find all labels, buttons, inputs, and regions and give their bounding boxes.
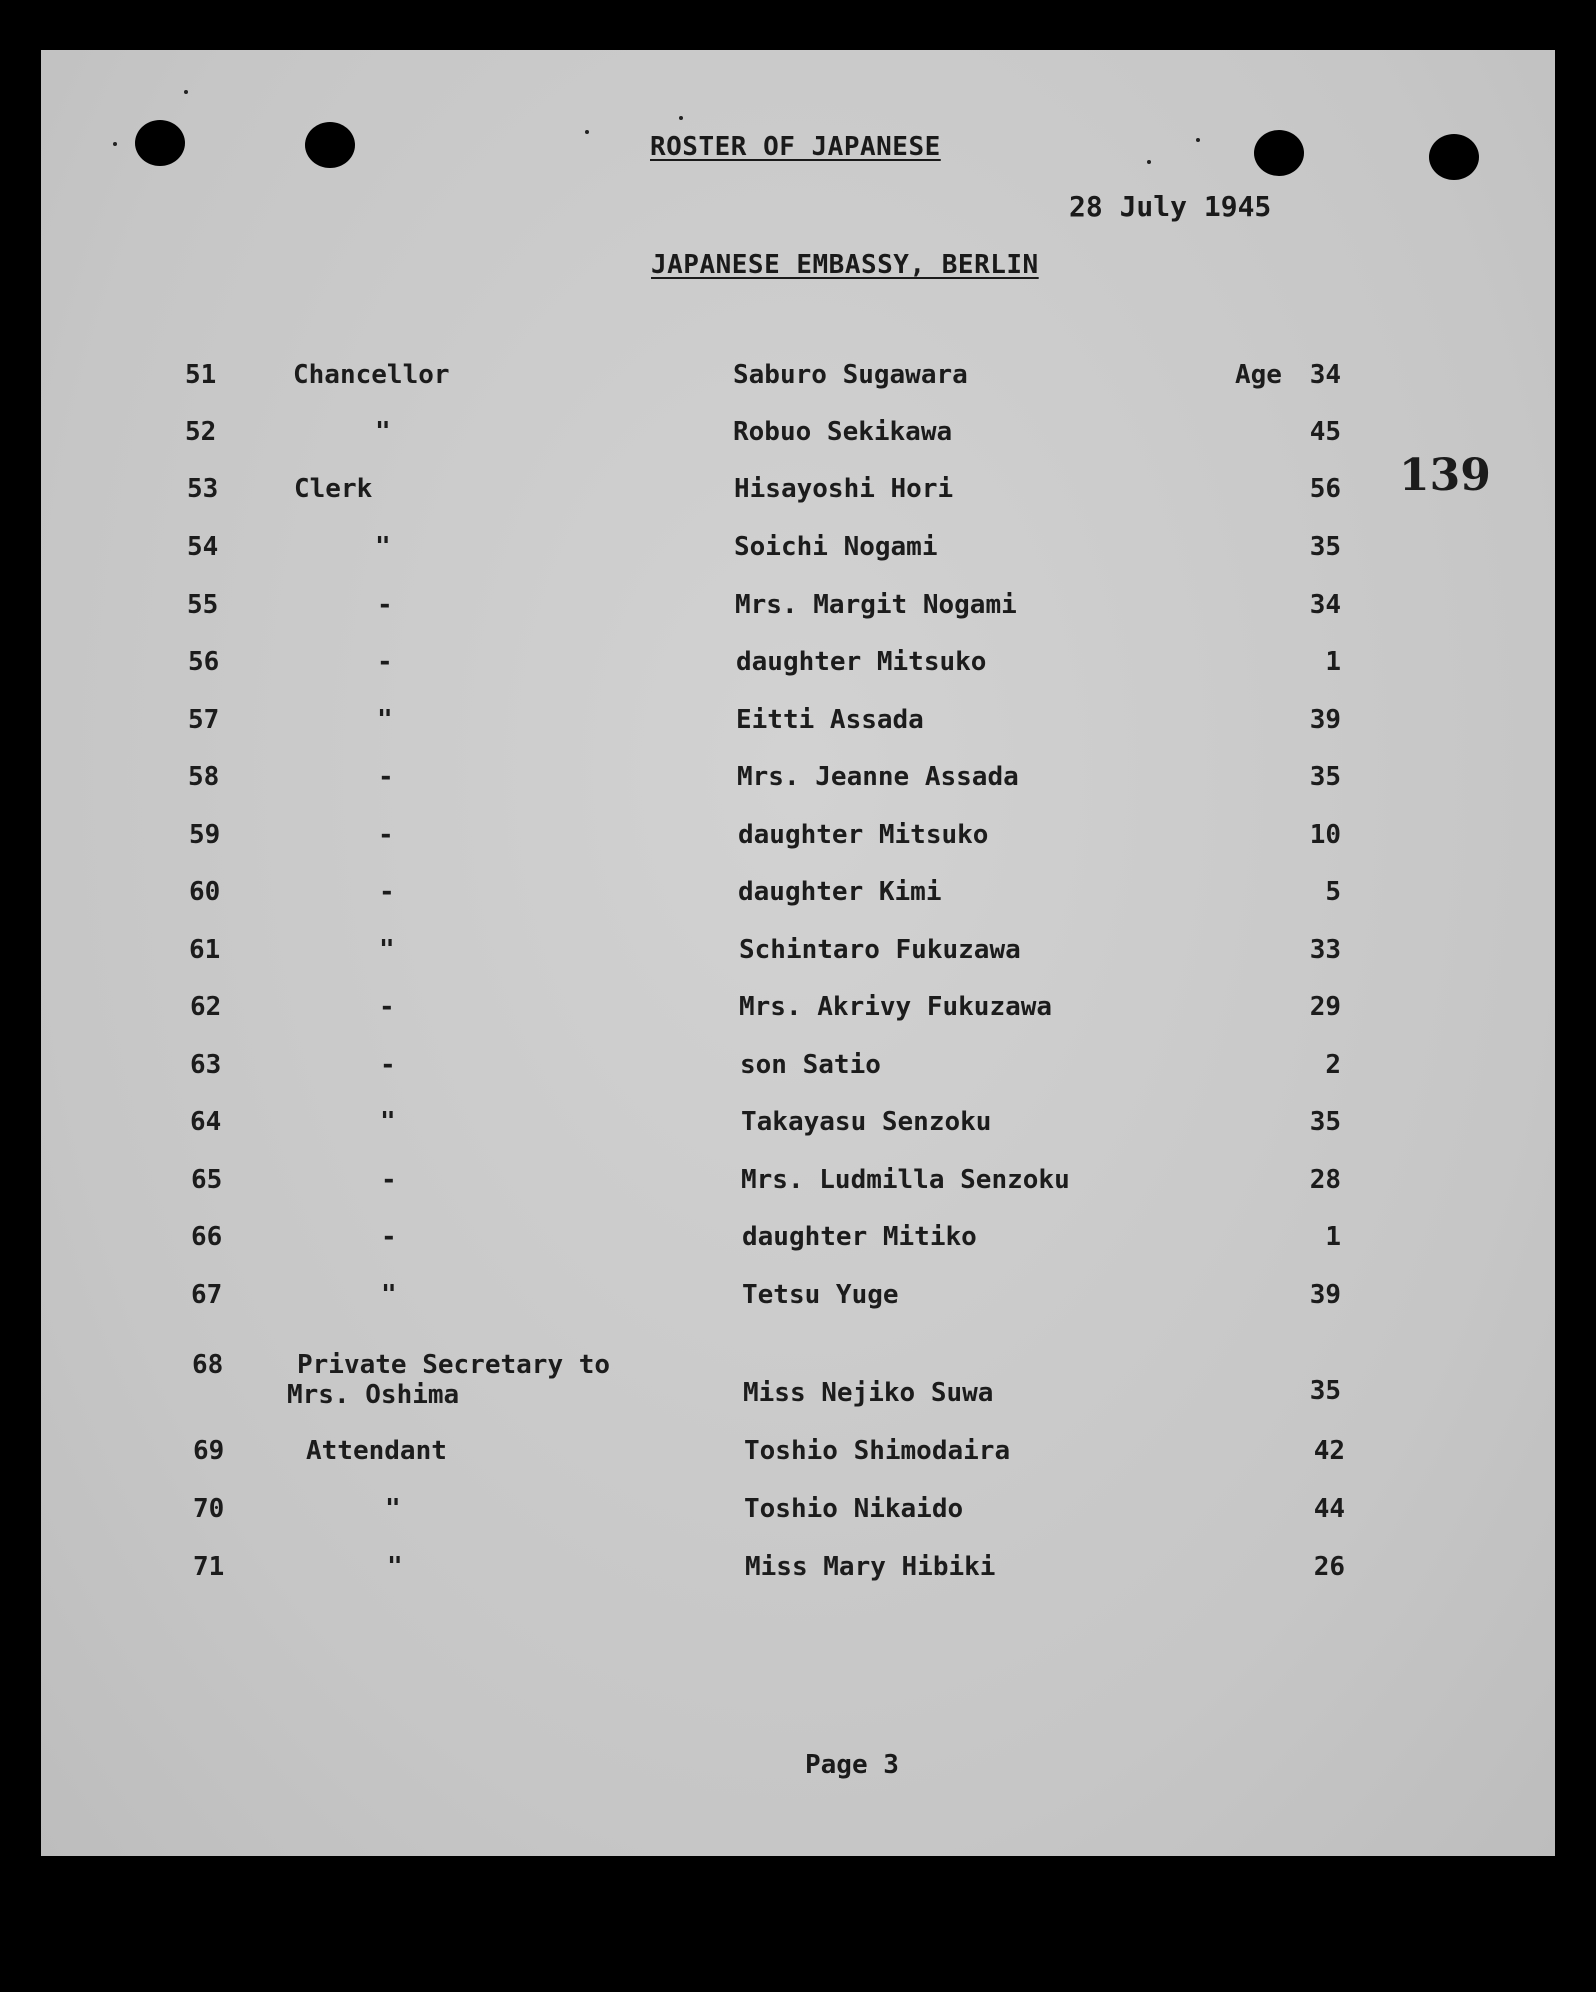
entry-name: Miss Mary Hibiki — [745, 1552, 996, 1582]
page-number: Page 3 — [805, 1750, 899, 1780]
speck — [1147, 160, 1151, 164]
entry-age: 33 — [1309, 935, 1341, 965]
entry-name: Toshio Shimodaira — [744, 1436, 1011, 1466]
entry-name: daughter Mitsuko — [738, 820, 989, 850]
entry-age: 26 — [1313, 1552, 1345, 1582]
roster-row — [41, 532, 1555, 572]
entry-number: 51 — [185, 360, 217, 390]
entry-title: - — [377, 647, 393, 677]
entry-title: Chancellor — [293, 360, 450, 390]
entry-number: 52 — [185, 417, 217, 447]
punch-hole — [305, 122, 355, 168]
entry-number: 66 — [191, 1222, 223, 1252]
age-label: Age — [1235, 360, 1282, 390]
entry-number: 56 — [188, 647, 220, 677]
roster-row — [41, 1494, 1555, 1534]
entry-name: Mrs. Jeanne Assada — [737, 762, 1019, 792]
entry-age: 29 — [1309, 992, 1341, 1022]
entry-number: 65 — [191, 1165, 223, 1195]
entry-number: 58 — [188, 762, 220, 792]
roster-row — [41, 417, 1555, 457]
entry-number: 71 — [193, 1552, 225, 1582]
entry-title: " — [377, 705, 393, 735]
entry-title: - — [381, 1222, 397, 1252]
entry-name: Takayasu Senzoku — [741, 1107, 992, 1137]
entry-title: - — [380, 1050, 396, 1080]
entry-age: 1 — [1325, 1222, 1341, 1252]
entry-number: 70 — [193, 1494, 225, 1524]
entry-name: Mrs. Margit Nogami — [735, 590, 1017, 620]
roster-row — [41, 935, 1555, 975]
entry-age: 10 — [1309, 820, 1341, 850]
entry-title: Attendant — [306, 1436, 447, 1466]
entry-age: 2 — [1325, 1050, 1341, 1080]
entry-title: " — [375, 532, 391, 562]
entry-number: 54 — [187, 532, 219, 562]
roster-row — [41, 992, 1555, 1032]
entry-number: 67 — [191, 1280, 223, 1310]
roster-row — [41, 1050, 1555, 1090]
entry-number: 61 — [189, 935, 221, 965]
entry-age: 35 — [1309, 1107, 1341, 1137]
entry-title: - — [378, 762, 394, 792]
entry-number: 69 — [193, 1436, 225, 1466]
entry-title: " — [387, 1552, 403, 1582]
entry-name: daughter Kimi — [738, 877, 942, 907]
roster-row — [41, 820, 1555, 860]
entry-age: 35 — [1309, 532, 1341, 562]
document-page — [41, 50, 1555, 1856]
roster-row — [41, 1552, 1555, 1592]
entry-number: 53 — [187, 474, 219, 504]
roster-row — [41, 1165, 1555, 1205]
roster-row — [41, 1280, 1555, 1320]
entry-number: 55 — [187, 590, 219, 620]
entry-name: daughter Mitsuko — [736, 647, 987, 677]
punch-hole — [1254, 130, 1304, 176]
punch-hole — [135, 120, 185, 166]
speck — [585, 130, 589, 134]
roster-row — [41, 474, 1555, 514]
roster-row — [41, 762, 1555, 802]
entry-title-line: Private Secretary to — [297, 1350, 611, 1380]
speck — [1196, 138, 1200, 142]
entry-title: Clerk — [294, 474, 373, 504]
entry-number: 59 — [189, 820, 221, 850]
stamp-number: 139 — [1399, 450, 1491, 501]
entry-name: Tetsu Yuge — [742, 1280, 899, 1310]
entry-number: 68 — [192, 1350, 224, 1380]
roster-row — [41, 1350, 1555, 1430]
entry-name: Eitti Assada — [736, 705, 924, 735]
entry-title: " — [379, 935, 395, 965]
entry-age: 5 — [1325, 877, 1341, 907]
roster-row — [41, 877, 1555, 917]
entry-title: " — [375, 417, 391, 447]
entry-age: 1 — [1325, 647, 1341, 677]
entry-title: - — [379, 992, 395, 1022]
entry-number: 57 — [188, 705, 220, 735]
document-date: 28 July 1945 — [1069, 190, 1272, 223]
entry-age: 35 — [1309, 762, 1341, 792]
entry-age: 39 — [1309, 705, 1341, 735]
roster-row — [41, 1107, 1555, 1147]
entry-name: son Satio — [740, 1050, 881, 1080]
punch-hole — [1429, 134, 1479, 180]
entry-title: - — [377, 590, 393, 620]
entry-number: 60 — [189, 877, 221, 907]
entry-name: Saburo Sugawara — [733, 360, 968, 390]
entry-name: Hisayoshi Hori — [734, 474, 954, 504]
entry-name: daughter Mitiko — [742, 1222, 977, 1252]
document-heading: ROSTER OF JAPANESE — [650, 132, 941, 162]
entry-name: Mrs. Akrivy Fukuzawa — [739, 992, 1053, 1022]
entry-title: - — [381, 1165, 397, 1195]
entry-number: 62 — [190, 992, 222, 1022]
speck — [113, 142, 117, 146]
entry-name: Toshio Nikaido — [744, 1494, 964, 1524]
entry-name: Robuo Sekikawa — [733, 417, 953, 447]
entry-title: " — [381, 1280, 397, 1310]
roster-row — [41, 590, 1555, 630]
entry-name: Schintaro Fukuzawa — [739, 935, 1021, 965]
entry-age: 34 — [1309, 590, 1341, 620]
speck — [679, 116, 683, 120]
entry-title: - — [378, 820, 394, 850]
entry-name: Miss Nejiko Suwa — [743, 1378, 994, 1408]
roster-row — [41, 647, 1555, 687]
entry-age: 35 — [1309, 1376, 1341, 1406]
roster-row — [41, 1222, 1555, 1262]
entry-title: - — [379, 877, 395, 907]
entry-number: 64 — [190, 1107, 222, 1137]
roster-row — [41, 360, 1555, 400]
document-subheading: JAPANESE EMBASSY, BERLIN — [651, 250, 1039, 280]
entry-name: Soichi Nogami — [734, 532, 938, 562]
entry-age: 34 — [1309, 360, 1341, 390]
entry-title — [287, 1350, 610, 1410]
entry-age: 39 — [1309, 1280, 1341, 1310]
roster-row — [41, 1436, 1555, 1476]
entry-title: " — [385, 1494, 401, 1524]
speck — [184, 90, 188, 94]
entry-age: 42 — [1313, 1436, 1345, 1466]
entry-age: 28 — [1309, 1165, 1341, 1195]
roster-row — [41, 705, 1555, 745]
entry-title-line: Mrs. Oshima — [287, 1380, 460, 1410]
entry-name: Mrs. Ludmilla Senzoku — [741, 1165, 1070, 1195]
entry-number: 63 — [190, 1050, 222, 1080]
entry-age: 56 — [1309, 474, 1341, 504]
entry-title: " — [380, 1107, 396, 1137]
entry-age: 45 — [1309, 417, 1341, 447]
entry-age: 44 — [1313, 1494, 1345, 1524]
